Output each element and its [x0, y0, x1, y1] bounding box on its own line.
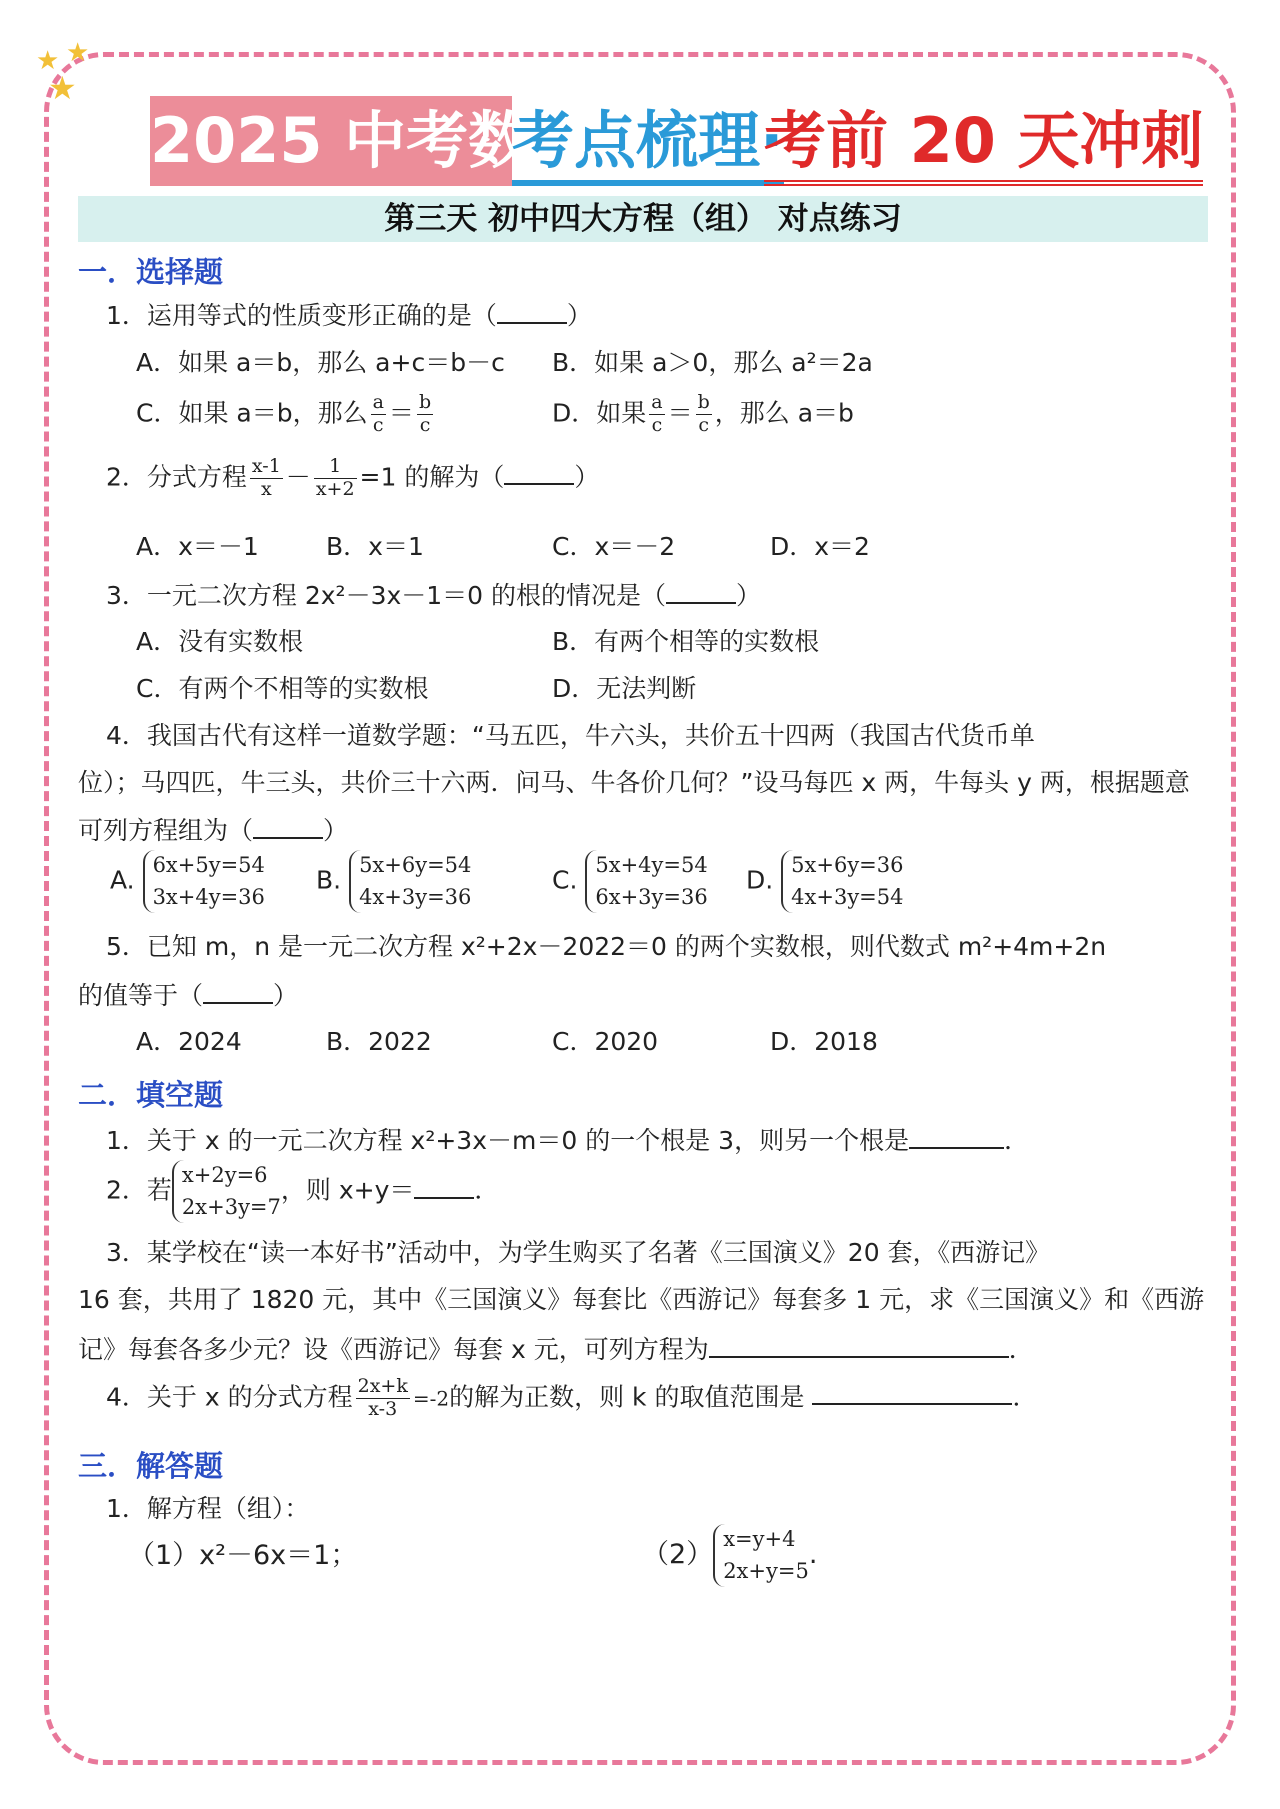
question-stem: 1．关于 x 的一元二次方程 x²+3x－m＝0 的一个根是 3，则另一个根是: [106, 1126, 910, 1155]
denominator: c: [419, 413, 431, 436]
option-text: ，那么 a＝b: [714, 398, 854, 428]
answer-blank: [666, 580, 736, 604]
option-a: A．x＝－1: [136, 532, 259, 561]
question-stem: 的解为正数，则 k 的取值范围是: [449, 1382, 805, 1412]
period: ．: [1012, 1382, 1038, 1412]
fraction: [649, 392, 664, 437]
minus: －: [285, 462, 311, 492]
question-4-line1: 4．我国古代有这样一道数学题：“马五匹，牛六头，共价五十四两（我国古代货币单: [106, 721, 1035, 750]
solve-question-1: 1．解方程（组）：: [106, 1494, 310, 1523]
option-text: D．如果: [552, 398, 647, 428]
equation: 4x+3y=54: [791, 884, 904, 909]
numerator: b: [697, 391, 710, 413]
equation: x=y+4: [723, 1527, 796, 1551]
option-c: [136, 392, 436, 437]
option-text: C．如果 a＝b，那么: [136, 398, 368, 428]
numerator: 2x+k: [357, 1375, 408, 1397]
equation-system: [143, 850, 265, 913]
question-stem: 的值等于（: [78, 981, 204, 1010]
bracket: ）: [566, 301, 592, 330]
bracket: ）: [736, 581, 762, 610]
option-a: A．2024: [136, 1027, 242, 1056]
answer-blank: [709, 1332, 1009, 1358]
question-stem: 2．若: [106, 1175, 172, 1205]
option-a: A．如果 a＝b，那么 a+c＝b－c: [136, 348, 505, 377]
question-1: [106, 300, 592, 331]
denominator: x: [260, 477, 272, 500]
option-letter: A.: [110, 865, 135, 895]
star-icon: ★: [36, 46, 60, 76]
question-stem: ，则 x+y＝: [280, 1175, 415, 1205]
equation-system: [172, 1160, 281, 1223]
fill-question-4: [106, 1376, 1037, 1421]
numerator: b: [418, 391, 432, 413]
denominator: c: [651, 413, 663, 436]
equation-system: [349, 850, 471, 913]
option-letter: C.: [552, 865, 578, 895]
option-d: [746, 850, 904, 913]
fill-question-3-line3: [78, 1332, 1034, 1365]
option-b: B．x＝1: [326, 532, 424, 561]
fill-question-2: [106, 1160, 499, 1223]
equation-system: [713, 1524, 809, 1587]
denominator: c: [372, 413, 384, 436]
bracket: ）: [323, 816, 349, 845]
answer-blank: [414, 1173, 474, 1199]
answer-blank: [253, 815, 323, 839]
answer-blank: [909, 1123, 1004, 1149]
equation: 5x+6y=54: [359, 853, 472, 877]
equation-system: [781, 850, 903, 913]
question-4-line3: [78, 815, 348, 846]
option-c: [552, 850, 708, 913]
option-a: [110, 850, 265, 913]
title-part1: 2025 中考数学: [150, 96, 512, 186]
question-stem: 4．关于 x 的分式方程: [106, 1382, 353, 1412]
option-b: B．如果 a＞0，那么 a²＝2a: [552, 348, 873, 377]
option-b: [316, 850, 471, 913]
equation-rhs: =-2: [412, 1386, 450, 1411]
equals: ＝: [388, 398, 414, 428]
equation: 3x+4y=36: [152, 884, 265, 909]
period: ．: [1004, 1126, 1030, 1155]
equation: 6x+5y=54: [152, 853, 265, 877]
period: ．: [474, 1175, 500, 1205]
bracket: ）: [574, 462, 600, 492]
equation: 6x+3y=36: [595, 884, 708, 909]
question-5-line1: 5．已知 m，n 是一元二次方程 x²+2x－2022＝0 的两个实数根，则代数式 m²+4m+2n: [106, 932, 1107, 961]
answer-blank: [812, 1379, 1012, 1405]
option-d: D．2018: [770, 1027, 878, 1056]
bracket: ）: [273, 981, 299, 1010]
fraction: [314, 456, 357, 501]
equation: 4x+3y=36: [359, 884, 472, 909]
question-stem: =1 的解为（: [359, 462, 505, 492]
answer-blank: [497, 300, 567, 324]
equation: 2x+y=5: [723, 1558, 809, 1583]
option-b: B．2022: [326, 1027, 432, 1056]
equation: 5x+4y=54: [595, 853, 708, 877]
numerator: 1: [314, 456, 357, 479]
question-stem: 记》每套各多少元？设《西游记》每套 x 元，可列方程为: [78, 1335, 709, 1364]
section-heading-choice: 一．选择题: [78, 255, 224, 289]
denominator: c: [698, 413, 710, 436]
question-stem: 3．一元二次方程 2x²－3x－1＝0 的根的情况是（: [106, 581, 667, 610]
section-heading-fill: 二．填空题: [78, 1078, 224, 1112]
star-icon: ★: [66, 38, 90, 68]
denominator: x+2: [315, 477, 355, 500]
equation: 2x+3y=7: [181, 1194, 281, 1219]
option-a: A．没有实数根: [136, 627, 304, 656]
fraction: [356, 1376, 410, 1421]
part-label: （2）: [642, 1539, 714, 1570]
question-5-line2: [78, 980, 298, 1011]
option-b: B．有两个相等的实数根: [552, 627, 820, 656]
fraction: [417, 392, 433, 437]
question-2: [106, 456, 599, 501]
option-c: C．x＝－2: [552, 532, 676, 561]
period: .: [808, 1539, 818, 1570]
star-icon: ★: [48, 69, 77, 107]
fraction: [250, 456, 283, 501]
question-stem: 2．分式方程: [106, 462, 247, 492]
option-letter: D.: [746, 865, 774, 895]
option-d: D．无法判断: [552, 674, 697, 703]
title-part3: 考前 20 天冲刺: [764, 96, 1203, 186]
option-d: D．x＝2: [770, 532, 870, 561]
option-d: [552, 392, 854, 437]
equals: ＝: [667, 398, 693, 428]
title-part2: 考点梳理·: [512, 96, 784, 186]
answer-blank: [504, 461, 574, 485]
numerator: x-1: [251, 455, 281, 477]
numerator: a: [651, 391, 663, 413]
option-c: C．2020: [552, 1027, 659, 1056]
fill-question-3-line2: 16 套，共用了 1820 元，其中《三国演义》每套比《西游记》每套多 1 元，求《三国演义》和《西游: [78, 1285, 1205, 1314]
fill-question-1: [106, 1123, 1029, 1156]
answer-blank: [203, 980, 273, 1004]
fraction: [696, 392, 712, 437]
denominator: x-3: [368, 1397, 398, 1420]
question-4-line2: 位）；马四匹，牛三头，共价三十六两．问马、牛各价几何？”设马每匹 x 两，牛每头 y 两，根据题意: [78, 768, 1190, 797]
question-3: [106, 580, 761, 611]
fraction: [371, 392, 386, 437]
period: ．: [1008, 1335, 1034, 1364]
solve-part-1: （1）x²－6x＝1；: [128, 1540, 358, 1571]
question-stem: 可列方程组为（: [78, 816, 254, 845]
fill-question-3-line1: 3．某学校在“读一本好书”活动中，为学生购买了名著《三国演义》20 套，《西游记》: [106, 1238, 1051, 1267]
subtitle-band: 第三天 初中四大方程（组） 对点练习: [78, 196, 1208, 242]
option-letter: B.: [316, 865, 342, 895]
option-c: C．有两个不相等的实数根: [136, 674, 429, 703]
equation-system: [585, 850, 707, 913]
section-heading-solve: 三．解答题: [78, 1449, 224, 1483]
solve-part-2: [642, 1524, 817, 1587]
numerator: a: [372, 391, 384, 413]
equation: x+2y=6: [181, 1163, 268, 1187]
equation: 5x+6y=36: [791, 853, 904, 877]
question-stem: 1．运用等式的性质变形正确的是（: [106, 301, 497, 330]
